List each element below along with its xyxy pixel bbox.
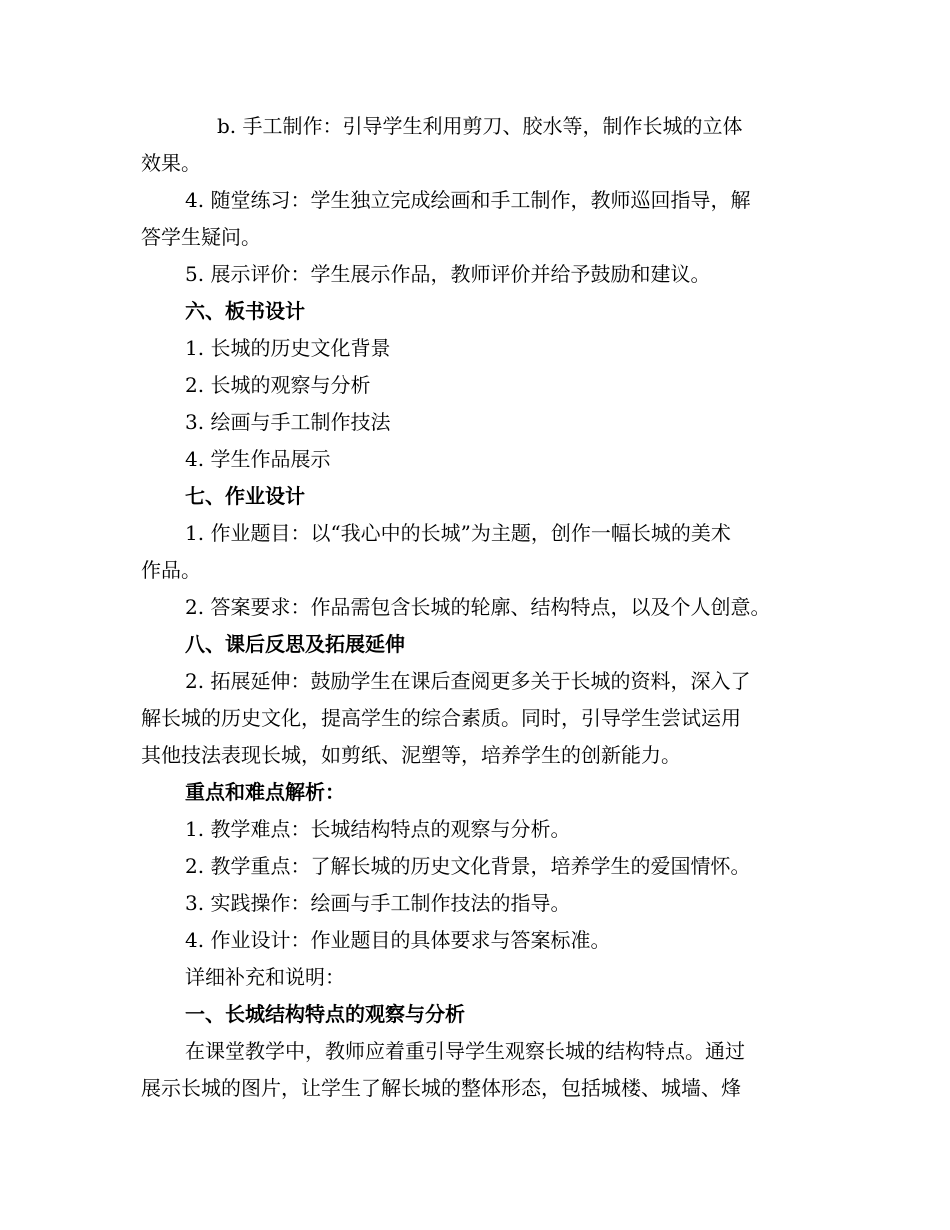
text-line-extension: 2. 拓展延伸：鼓励学生在课后查阅更多关于长城的资料，深入了 xyxy=(185,669,751,693)
list-item: 4. 学生作品展示 xyxy=(185,447,331,471)
list-item: 3. 实践操作：绘画与手工制作技法的指导。 xyxy=(185,891,571,915)
text-line-practice: 4. 随堂练习：学生独立完成绘画和手工制作，教师巡回指导，解 xyxy=(185,188,751,212)
section-heading-structure-analysis: 一、长城结构特点的观察与分析 xyxy=(185,1002,465,1026)
section-heading-key-points: 重点和难点解析： xyxy=(185,780,345,804)
list-item: 1. 长城的历史文化背景 xyxy=(185,336,391,360)
section-heading-homework: 七、作业设计 xyxy=(185,484,305,508)
list-item: 2. 教学重点：了解长城的历史文化背景，培养学生的爱国情怀。 xyxy=(185,854,751,878)
text-line-extension-cont: 解长城的历史文化，提高学生的综合素质。同时，引导学生尝试运用 xyxy=(141,706,741,730)
text-line-practice-cont: 答学生疑问。 xyxy=(141,225,261,249)
text-line-extension-cont: 其他技法表现长城，如剪纸、泥塑等，培养学生的创新能力。 xyxy=(141,743,681,767)
list-item: 4. 作业设计：作业题目的具体要求与答案标准。 xyxy=(185,928,611,952)
text-line-answer-requirements: 2. 答案要求：作品需包含长城的轮廓、结构特点，以及个人创意。 xyxy=(185,595,771,619)
text-line-homework-topic: 1. 作业题目：以“我心中的长城”为主题，创作一幅长城的美术 xyxy=(185,521,731,545)
text-line-handcraft-cont: 效果。 xyxy=(141,151,201,175)
text-line-structure-paragraph: 在课堂教学中，教师应着重引导学生观察长城的结构特点。通过 xyxy=(185,1039,745,1063)
section-heading-board-design: 六、板书设计 xyxy=(185,299,305,323)
text-line-homework-topic-cont: 作品。 xyxy=(141,558,201,582)
section-heading-reflection: 八、课后反思及拓展延伸 xyxy=(185,632,405,656)
text-line-supplement-label: 详细补充和说明： xyxy=(185,965,345,989)
text-line-structure-paragraph-cont: 展示长城的图片，让学生了解长城的整体形态，包括城楼、城墙、烽 xyxy=(141,1076,741,1100)
list-item: 3. 绘画与手工制作技法 xyxy=(185,410,391,434)
document-body xyxy=(141,108,811,1107)
list-item: 1. 教学难点：长城结构特点的观察与分析。 xyxy=(185,817,571,841)
text-line-handcraft: b. 手工制作：引导学生利用剪刀、胶水等，制作长城的立体 xyxy=(217,114,743,138)
text-line-evaluation: 5. 展示评价：学生展示作品，教师评价并给予鼓励和建议。 xyxy=(185,262,711,286)
list-item: 2. 长城的观察与分析 xyxy=(185,373,371,397)
